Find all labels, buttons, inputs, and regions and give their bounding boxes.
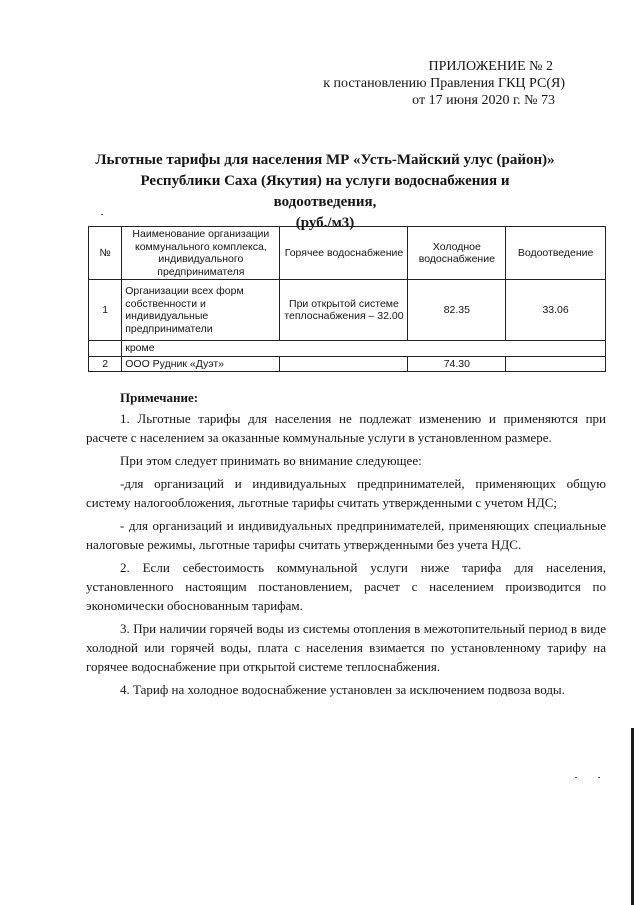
row2-num: 2	[89, 356, 122, 372]
note-paragraph-2: При этом следует принимать во внимание следующее:	[120, 453, 422, 468]
table-exception-row	[89, 341, 606, 357]
row1-drainage: 33.06	[506, 280, 606, 341]
table-row	[89, 280, 606, 341]
header-hot-water: Горячее водоснабжение	[280, 227, 408, 280]
notes-section	[86, 388, 606, 699]
row1-cold-water: 82.35	[408, 280, 506, 341]
row2-organization: ООО Рудник «Дуэт»	[122, 356, 280, 372]
document-title	[90, 150, 560, 234]
note-paragraph-3: -для организаций и индивидуальных предпринимателей, применяющих общую систему налогообложения, льготные тарифы считать утвержденными с учетом НДС;	[86, 476, 606, 510]
title-line-1: Льготные тарифы для населения МР «Усть-Майский улус (район)»	[95, 152, 555, 168]
title-line-3: (руб./м3)	[295, 215, 355, 231]
header-num: №	[89, 227, 122, 280]
appendix-number: ПРИЛОЖЕНИЕ № 2	[428, 59, 553, 74]
header-drainage: Водоотведение	[506, 227, 606, 280]
scan-speck	[598, 777, 600, 778]
appendix-date: от 17 июня 2020 г. № 73	[412, 93, 555, 108]
scan-speck	[101, 214, 103, 215]
title-line-2: Республики Саха (Якутия) на услуги водоснабжения и водоотведения,	[140, 173, 510, 210]
row1-organization: Организации всех форм собственности и индивидуальные предприниматели	[122, 280, 280, 341]
row2-drainage	[506, 356, 606, 372]
appendix-resolution: к постановлению Правления ГКЦ РС(Я)	[323, 76, 565, 91]
row1-hot-water: При открытой системе теплоснабжения – 32.00	[280, 280, 408, 341]
appendix-block	[323, 58, 565, 109]
scan-speck	[575, 777, 577, 778]
note-paragraph-7: 4. Тариф на холодное водоснабжение установлен за исключением подвоза воды.	[120, 682, 565, 697]
note-paragraph-4: - для организаций и индивидуальных предпринимателей, применяющих специальные налоговые режимы, льготные тарифы считать утвержденными без учета НДС.	[86, 518, 606, 552]
header-cold-water: Холодное водоснабжение	[408, 227, 506, 280]
row1-num: 1	[89, 280, 122, 341]
table-header-row	[89, 227, 606, 280]
header-organization: Наименование организации коммунального комплекса, индивидуального предпринимателя	[122, 227, 280, 280]
notes-heading: Примечание:	[120, 390, 199, 405]
note-paragraph-5: 2. Если себестоимость коммунальной услуги ниже тарифа для населения, установленного настоящим постановлением, расчет с населением производится по экономически обоснованным тарифам.	[86, 560, 606, 613]
exception-num	[89, 341, 122, 357]
note-paragraph-6: 3. При наличии горячей воды из системы отопления в межотопительный период в виде холодной или горячей воды, плата с населения взимается по установленному тарифу на горячее водоснабжение при открытой системе теплоснабжения.	[86, 621, 606, 674]
table-row	[89, 356, 606, 372]
row2-hot-water	[280, 356, 408, 372]
row2-cold-water: 74.30	[408, 356, 506, 372]
scan-border-shadow	[631, 728, 634, 905]
exception-label: кроме	[122, 341, 606, 357]
tariffs-table	[88, 226, 606, 372]
note-paragraph-1: 1. Льготные тарифы для населения не подлежат изменению и применяются при расчете с населением за оказанные коммунальные услуги в установленном размере.	[86, 411, 606, 445]
